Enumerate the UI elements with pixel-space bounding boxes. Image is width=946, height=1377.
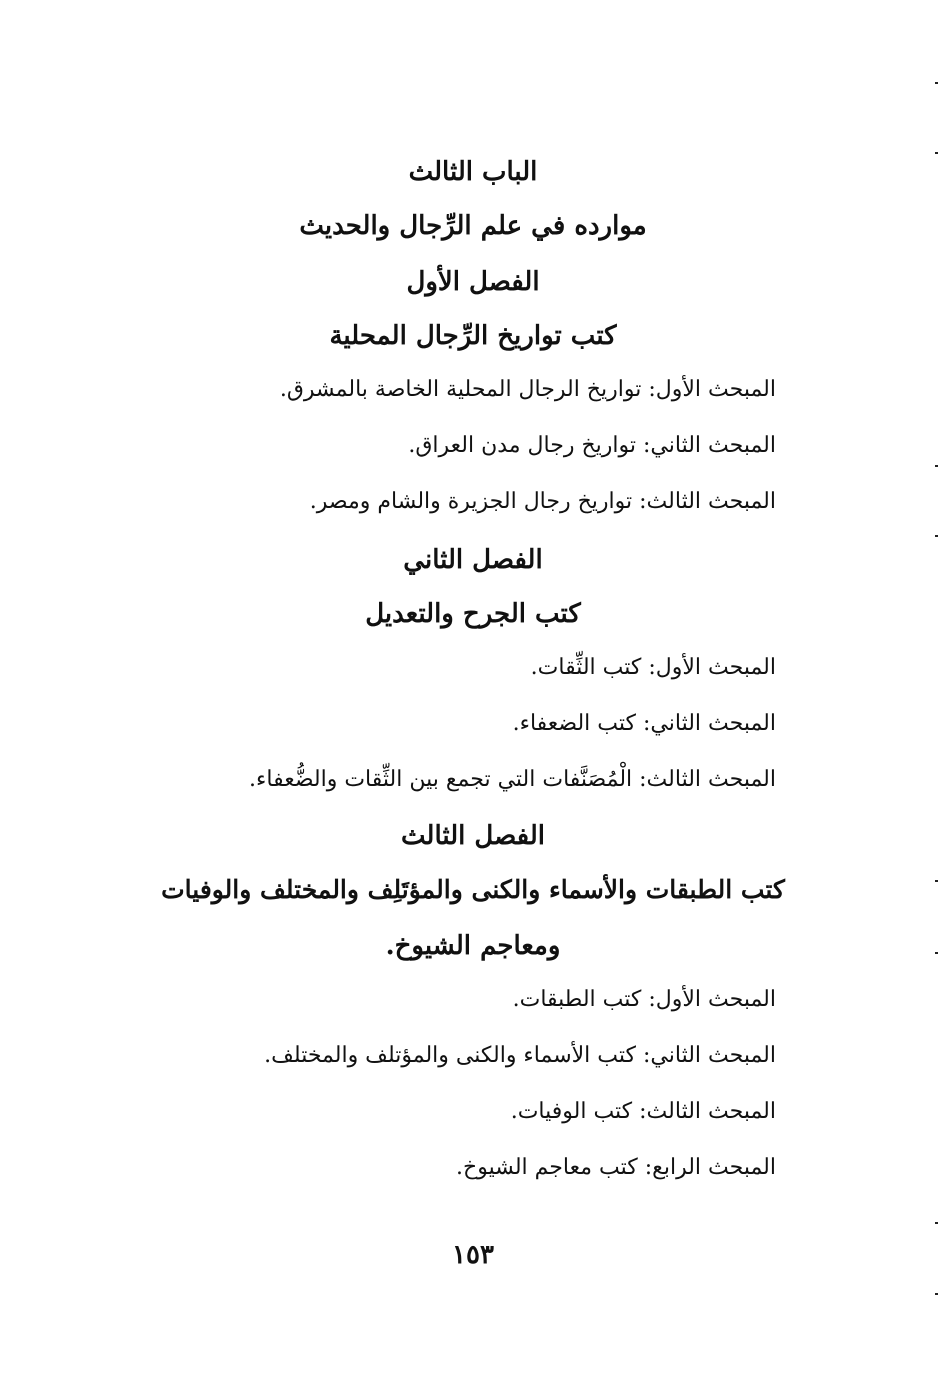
part-subtitle: موارده في علم الرِّجال والحديث [299,211,647,241]
part-title: الباب الثالث [408,157,538,187]
chapter-1-section-3: المبحث الثالث: تواريخ رجال الجزيرة والشام ومصر. [309,489,776,514]
chapter-3-title-line-2: ومعاجم الشيوخ. [385,931,561,961]
chapter-2-section-3: المبحث الثالث: الْمُصَنَّفات التي تجمع بين الثِّقات والضُّعفاء. [249,767,776,792]
chapter-3-section-1: المبحث الأول: كتب الطبقات. [512,987,776,1012]
chapter-3-section-4: المبحث الرابع: كتب معاجم الشيوخ. [456,1155,776,1180]
scan-mark [935,535,938,537]
page-number: ١٥٣ [452,1240,494,1270]
scan-mark [935,152,938,154]
chapter-3-title-line-1: كتب الطبقات والأسماء والكنى والمؤتَلِف والمختلف والوفيات [161,875,785,904]
chapter-3-section-3: المبحث الثالث: كتب الوفيات. [510,1099,776,1124]
chapter-1-section-1: المبحث الأول: تواريخ الرجال المحلية الخاصة بالمشرق. [279,377,776,402]
chapter-2-section-1: المبحث الأول: كتب الثِّقات. [530,655,776,680]
scan-mark [935,952,938,954]
chapter-3-section-2: المبحث الثاني: كتب الأسماء والكنى والمؤتلف والمختلف. [264,1043,776,1068]
chapter-3-heading: الفصل الثالث [401,821,545,851]
chapter-2-section-2: المبحث الثاني: كتب الضعفاء. [512,711,776,736]
chapter-2-heading: الفصل الثاني [403,545,543,575]
chapter-1-heading: الفصل الأول [406,267,540,297]
scan-mark [935,1222,938,1224]
scan-mark [935,82,938,84]
chapter-1-title: كتب تواريخ الرِّجال المحلية [329,321,617,351]
scan-mark [935,465,938,467]
chapter-1-section-2: المبحث الثاني: تواريخ رجال مدن العراق. [408,433,776,458]
scan-mark [935,880,938,882]
chapter-2-title: كتب الجرح والتعديل [365,599,581,629]
scan-mark [935,1293,938,1295]
